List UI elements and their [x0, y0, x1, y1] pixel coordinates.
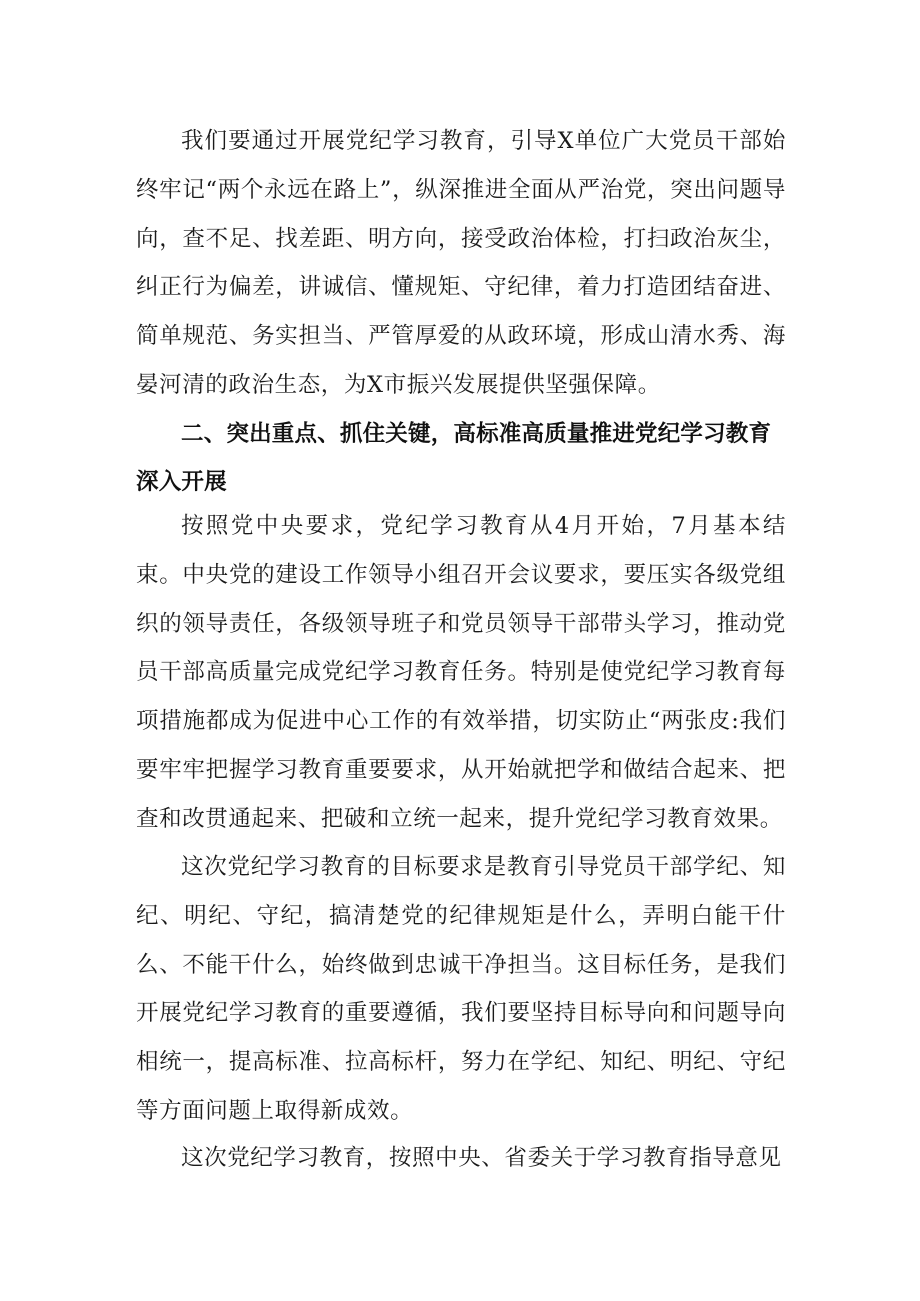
body-paragraph-1: 我们要通过开展党纪学习教育，引导X单位广大党员干部始终牢记“两个永远在路上”，纵深推进全面从严治党，突出问题导向，查不足、找差距、明方向，接受政治体检，打扫政治灰尘，纠正行为偏差，讲诚信、懂规矩、守纪律，着力打造团结奋进、简单规范、务实担当、严管厚爱的从政环境，形成山清水秀、海晏河清的政治生态，为X市振兴发展提供坚强保障。 — [136, 128, 786, 398]
body-paragraph-2: 按照党中央要求，党纪学习教育从4月开始，7月基本结束。中央党的建设工作领导小组召开会议要求，要压实各级党组织的领导责任，各级领导班子和党员领导干部带头学习，推动党员干部高质量完成党纪学习教育任务。特别是使党纪学习教育每项措施都成为促进中心工作的有效举措，切实防止“两张皮:我们要牢牢把握学习教育重要要求，从开始就把学和做结合起来、把查和改贯通起来、把破和立统一起来，提升党纪学习教育效果。 — [136, 513, 786, 832]
body-paragraph-3: 这次党纪学习教育的目标要求是教育引导党员干部学纪、知纪、明纪、守纪，搞清楚党的纪律规矩是什么，弄明白能干什么、不能干什么，始终做到忠诚干净担当。这目标任务，是我们开展党纪学习教育的重要遵循，我们要坚持目标导向和问题导向相统一，提高标准、拉高标杆，努力在学纪、知纪、明纪、守纪等方面问题上取得新成效。 — [136, 854, 786, 1124]
body-paragraph-4: 这次党纪学习教育，按照中央、省委关于学习教育指导意见 — [181, 1145, 782, 1171]
section-heading: 二、突出重点、抓住关键，高标准高质量推进党纪学习教育深入开展 — [136, 421, 772, 495]
